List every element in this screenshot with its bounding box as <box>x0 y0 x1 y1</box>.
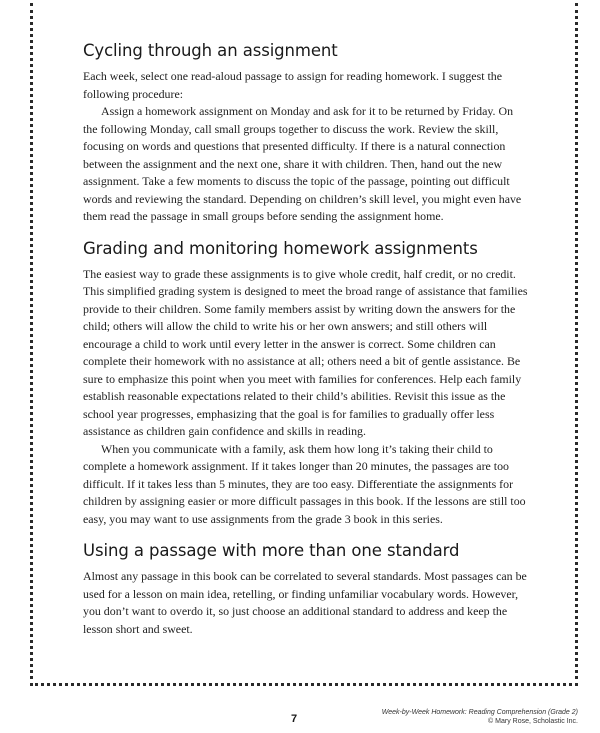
section-cycling <box>83 40 528 226</box>
section-multiple-standards <box>83 540 528 638</box>
book-title: Week-by-Week Homework: Reading Comprehension (Grade 2) <box>381 709 578 716</box>
paragraph: When you communicate with a family, ask them how long it’s taking their child to complete a homework assignment. If it takes longer than 20 minutes, the passages are too difficult. If it takes less than 5 minutes, they are too easy. Differentiate the assignments for children by assigning easier or more difficult passages in this book. If the lessons are still too easy, you may want to use assignments from the grade 3 book in this series. <box>83 441 526 526</box>
copyright-line: © Mary Rose, Scholastic Inc. <box>488 718 578 725</box>
page-number: 7 <box>291 713 298 725</box>
page-content <box>83 40 528 650</box>
section-heading: Cycling through an assignment <box>83 41 338 60</box>
paragraph: Each week, select one read-aloud passage to assign for reading homework. I suggest the following procedure: <box>83 69 502 101</box>
paragraph: The easiest way to grade these assignments is to give whole credit, half credit, or no credit. This simplified grading system is designed to meet the broad range of assistance that families provide to their children. Some family members assist by writing down the answers for the child; others will allow the child to write his or her own answers; and still others will encourage a child to work until every letter in the answer is correct. Some children can complete their homework with no assistance at all; others need a bit of gentle assistance. Be sure to emphasize this point when you meet with families for conferences. Help each family establish reasonable expectations related to their child’s abilities. Revisit this issue as the school year progresses, emphasizing that the goal is for families to gradually offer less assistance as children gain confidence and skills in reading. <box>83 266 528 438</box>
section-heading: Using a passage with more than one standard <box>83 541 460 560</box>
section-grading <box>83 238 528 529</box>
paragraph: Assign a homework assignment on Monday and ask for it to be returned by Friday. On the following Monday, call small groups together to discuss the work. Review the skill, focusing on words and questions that presented difficulty. If there is a natural connection between the assignment and the next one, share it with children. Then, hand out the new assignment. Take a few moments to discuss the topic of the passage, pointing out difficult words and reviewing the standard. Depending on children’s skill level, you might even have them read the passage in small groups before sending the assignment home. <box>83 104 522 223</box>
paragraph: Almost any passage in this book can be correlated to several standards. Most passages can be used for a lesson on main idea, retelling, or finding unfamiliar vocabulary words. However, you don’t want to overdo it, so just choose an additional standard to address and keep the lesson short and sweet. <box>83 569 527 636</box>
section-heading: Grading and monitoring homework assignments <box>83 238 478 258</box>
footer-credit <box>382 708 578 726</box>
